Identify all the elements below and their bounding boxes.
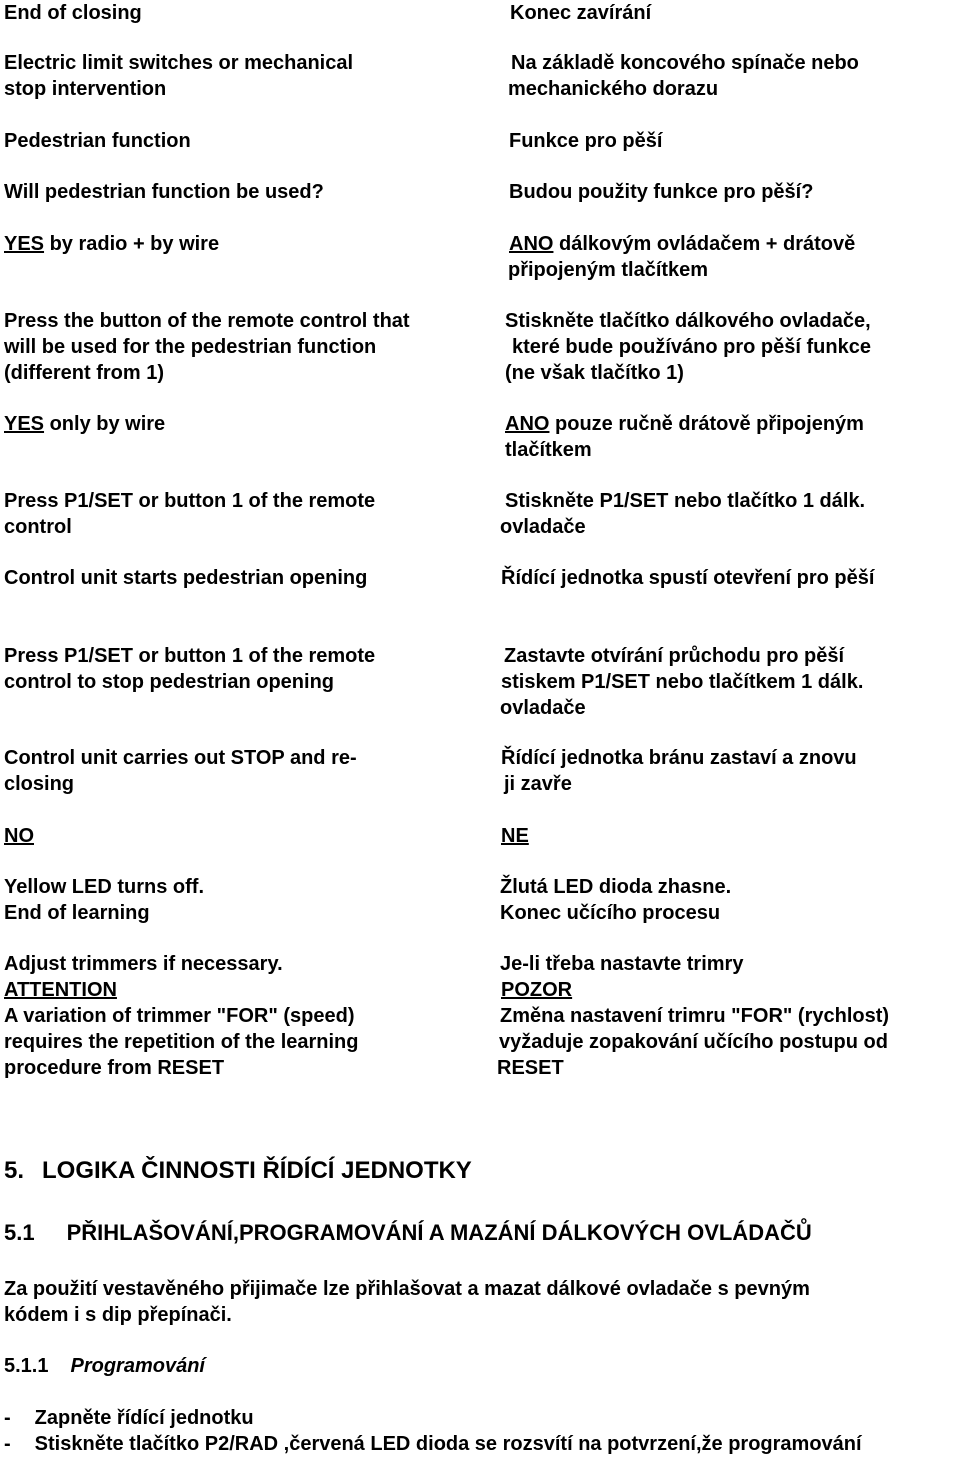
cz-ano-radio-line2: připojeným tlačítkem <box>508 259 709 281</box>
en-press-p1-line1: Press P1/SET or button 1 of the remote <box>4 490 376 512</box>
en-yes-radio-rest: by radio + by wire <box>44 233 220 255</box>
en-pedestrian-function: Pedestrian function <box>4 130 191 152</box>
en-yes-wire-rest: only by wire <box>44 413 166 435</box>
en-yes-radio-wire <box>4 231 219 257</box>
bullet-1-text: Zapněte řídící jednotku <box>34 1407 254 1429</box>
cz-carries-stop-line1: Řídící jednotka bránu zastaví a znovu <box>501 747 857 769</box>
en-press-remote-line1: Press the button of the remote control that <box>4 310 410 332</box>
section-5-1-number: 5.1 <box>4 1220 35 1245</box>
cz-end-of-closing: Konec zavírání <box>510 2 652 24</box>
bullet-1 <box>4 1405 254 1431</box>
cz-ano-label-2: ANO <box>505 413 550 435</box>
cz-end-of-learning: Konec učícího procesu <box>500 902 721 924</box>
cz-ano-only-wire <box>505 411 864 437</box>
en-end-of-closing: End of closing <box>4 2 142 24</box>
section-5-1-heading <box>4 1218 812 1248</box>
cz-limit-switch-line1: Na základě koncového spínače nebo <box>511 52 859 74</box>
en-end-of-learning: End of learning <box>4 902 150 924</box>
section-5-number: 5. <box>4 1157 25 1184</box>
bullet-2-text: Stiskněte tlačítko P2/RAD ,červená LED dioda se rozsvítí na potvrzení,že programování <box>34 1433 862 1455</box>
cz-variation-line2: vyžaduje zopakování učícího postupu od <box>499 1031 888 1053</box>
cz-press-p1-line2: ovladače <box>500 516 586 538</box>
en-attention: ATTENTION <box>4 979 117 1001</box>
section-5-1-title: PŘIHLAŠOVÁNÍ,PROGRAMOVÁNÍ A MAZÁNÍ DÁLKOVÝCH OVLÁDAČŮ <box>66 1220 812 1245</box>
cz-ano-radio-rest: dálkovým ovládačem + drátově <box>553 233 856 255</box>
en-limit-switch-line2: stop intervention <box>4 78 167 100</box>
en-yes-label-2: YES <box>4 413 45 435</box>
cz-ne: NE <box>501 825 529 847</box>
en-yes-label: YES <box>4 233 45 255</box>
en-limit-switch-line1: Electric limit switches or mechanical <box>4 52 354 74</box>
cz-pedestrian-function: Funkce pro pěší <box>509 130 663 152</box>
cz-ano-radio-wire <box>509 231 855 257</box>
section-5-heading <box>4 1156 472 1186</box>
cz-variation-line1: Změna nastavení trimru "FOR" (rychlost) <box>500 1005 890 1027</box>
en-adjust-trimmers: Adjust trimmers if necessary. <box>4 953 283 975</box>
section-5-title: LOGIKA ČINNOSTI ŘÍDÍCÍ JEDNOTKY <box>42 1157 472 1184</box>
cz-carries-stop-line2: ji zavře <box>504 773 572 795</box>
en-variation-line3: procedure from RESET <box>4 1057 225 1079</box>
en-variation-line2: requires the repetition of the learning <box>4 1031 359 1053</box>
en-yellow-led: Yellow LED turns off. <box>4 876 205 898</box>
en-stop-ped-line2: control to stop pedestrian opening <box>4 671 334 693</box>
section-5-1-1-heading <box>4 1353 205 1379</box>
cz-stop-ped-line3: ovladače <box>500 697 586 719</box>
cz-ano-wire-line2: tlačítkem <box>505 439 592 461</box>
en-no: NO <box>4 825 34 847</box>
cz-yellow-led: Žlutá LED dioda zhasne. <box>500 876 732 898</box>
en-stop-ped-line1: Press P1/SET or button 1 of the remote <box>4 645 376 667</box>
cz-adjust-trimmers: Je-li třeba nastavte trimry <box>500 953 744 975</box>
cz-pozor: POZOR <box>501 979 573 1001</box>
cz-press-remote-line2: které bude používáno pro pěší funkce <box>512 336 871 358</box>
cz-ano-label: ANO <box>509 233 554 255</box>
cz-press-remote-line3: (ne však tlačítko 1) <box>505 362 684 384</box>
cz-limit-switch-line2: mechanického dorazu <box>508 78 719 100</box>
en-control-starts: Control unit starts pedestrian opening <box>4 567 368 589</box>
cz-ano-wire-rest: pouze ručně drátově připojeným <box>549 413 864 435</box>
cz-stop-ped-line2: stiskem P1/SET nebo tlačítkem 1 dálk. <box>501 671 864 693</box>
bullet-2-mark: - <box>4 1433 11 1455</box>
intro-line2: kódem i s dip přepínači. <box>4 1304 232 1326</box>
en-press-remote-line2: will be used for the pedestrian function <box>4 336 377 358</box>
bullet-1-mark: - <box>4 1407 11 1429</box>
en-carries-stop-line2: closing <box>4 773 75 795</box>
en-variation-line1: A variation of trimmer "FOR" (speed) <box>4 1005 355 1027</box>
en-will-pedestrian: Will pedestrian function be used? <box>4 181 324 203</box>
cz-press-remote-line1: Stiskněte tlačítko dálkového ovladače, <box>505 310 871 332</box>
en-press-p1-line2: control <box>4 516 72 538</box>
section-5-1-1-title: Programování <box>70 1355 205 1377</box>
en-press-remote-line3: (different from 1) <box>4 362 164 384</box>
bullet-2 <box>4 1431 862 1457</box>
en-carries-stop-line1: Control unit carries out STOP and re- <box>4 747 357 769</box>
en-yes-only-wire <box>4 411 165 437</box>
cz-press-p1-line1: Stiskněte P1/SET nebo tlačítko 1 dálk. <box>505 490 866 512</box>
cz-variation-line3: RESET <box>497 1057 564 1079</box>
cz-control-starts: Řídící jednotka spustí otevření pro pěší <box>501 567 875 589</box>
intro-line1: Za použití vestavěného přijimače lze přihlašovat a mazat dálkové ovladače s pevným <box>4 1278 810 1300</box>
cz-will-pedestrian: Budou použity funkce pro pěší? <box>509 181 814 203</box>
section-5-1-1-number: 5.1.1 <box>4 1355 49 1377</box>
cz-stop-ped-line1: Zastavte otvírání průchodu pro pěší <box>504 645 845 667</box>
